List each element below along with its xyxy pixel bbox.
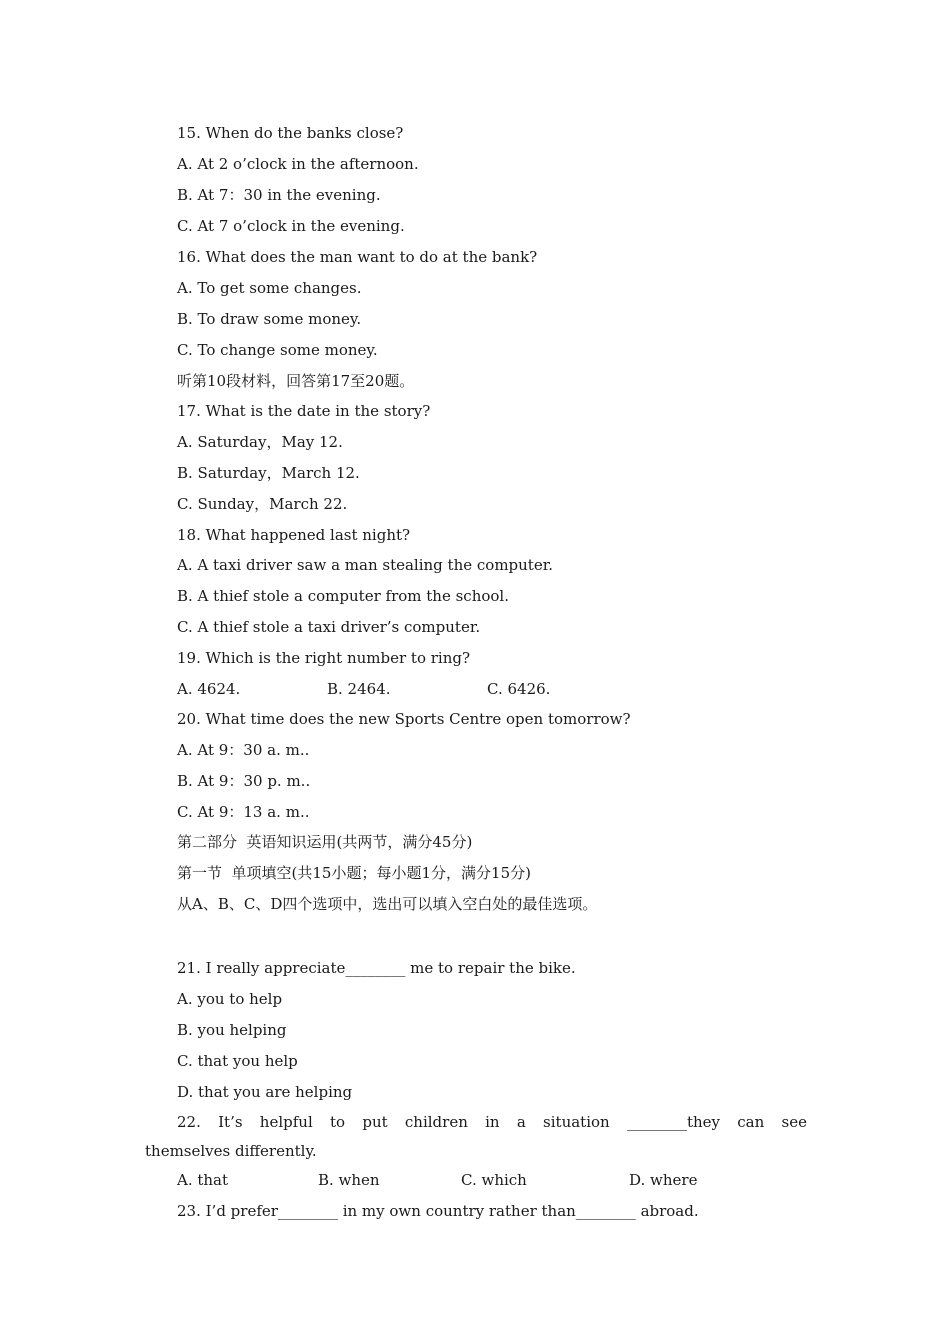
section-one-instruction: 从A、B、C、D四个选项中，选出可以填入空白处的最佳选项。 [177,895,598,913]
option-20a: A. At 9：30 a. m.. [177,741,310,759]
option-16b: B. To draw some money. [177,310,362,328]
question-18: 18. What happened last night? [177,526,411,544]
section-instruction-10: 听第10段材料，回答第17至20题。 [177,372,415,390]
question-20: 20. What time does the new Sports Centre open tomorrow? [177,710,631,728]
option-17a: A. Saturday，May 12. [177,433,343,451]
option-16c: C. To change some money. [177,341,378,359]
option-21c: C. that you help [177,1052,298,1070]
option-17b: B. Saturday，March 12. [177,464,360,482]
question-22-continued: themselves differently. [145,1142,317,1160]
option-19a: A. 4624. [177,680,241,698]
section-one-heading: 第一节 单项填空(共15小题；每小题1分，满分15分) [177,864,531,882]
question-22: 22. It’s helpful to put children in a situation ________they can see [177,1113,807,1131]
option-16a: A. To get some changes. [177,279,362,297]
option-18a: A. A taxi driver saw a man stealing the computer. [177,556,553,574]
option-22c: C. which [461,1171,527,1189]
option-19c: C. 6426. [487,680,551,698]
option-21a: A. you to help [177,990,283,1008]
option-20c: C. At 9：13 a. m.. [177,803,310,821]
option-18b: B. A thief stole a computer from the school. [177,587,509,605]
option-22d: D. where [629,1171,698,1189]
question-19: 19. Which is the right number to ring? [177,649,471,667]
option-22a: A. that [177,1171,229,1189]
option-15c: C. At 7 o’clock in the evening. [177,217,405,235]
option-21d: D. that you are helping [177,1083,353,1101]
option-15a: A. At 2 o’clock in the afternoon. [177,155,419,173]
question-15: 15. When do the banks close? [177,124,404,142]
option-20b: B. At 9：30 p. m.. [177,772,311,790]
question-16: 16. What does the man want to do at the bank? [177,248,538,266]
option-19b: B. 2464. [327,680,391,698]
question-17: 17. What is the date in the story? [177,402,431,420]
part-two-heading: 第二部分 英语知识运用(共两节，满分45分) [177,833,473,851]
option-21b: B. you helping [177,1021,287,1039]
option-22b: B. when [318,1171,380,1189]
question-23: 23. I’d prefer________ in my own country rather than________ abroad. [177,1202,699,1220]
question-21: 21. I really appreciate________ me to repair the bike. [177,959,576,977]
option-15b: B. At 7：30 in the evening. [177,186,381,204]
option-17c: C. Sunday，March 22. [177,495,348,513]
option-18c: C. A thief stole a taxi driver’s computer. [177,618,481,636]
